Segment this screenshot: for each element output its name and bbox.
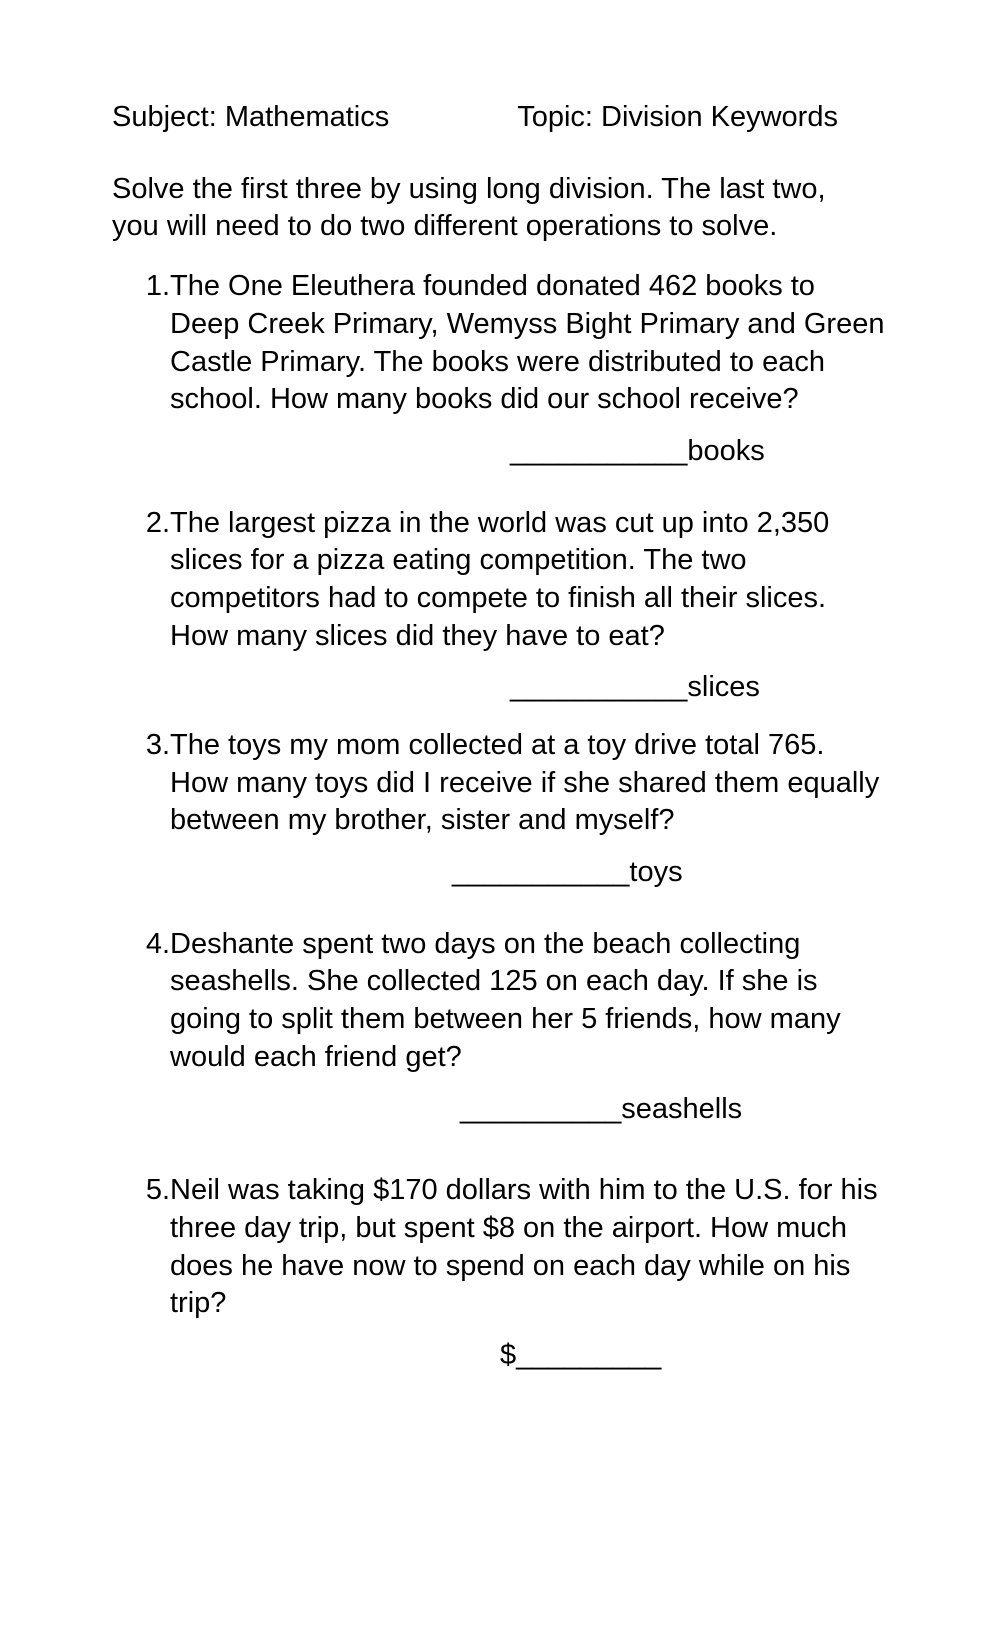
spacer: [112, 1128, 890, 1172]
answer-blank[interactable]: __________seashells: [460, 1092, 743, 1125]
question-number: 1.: [145, 270, 170, 303]
list-item: [112, 727, 890, 892]
question-text: The toys my mom collected at a toy drive total 765. How many toys did I receive if she shared them equally between my brother, sister and myself?: [170, 729, 880, 837]
list-item: [112, 505, 890, 707]
instructions-text: Solve the first three by using long division. The last two, you will need to do two different operations to solve.: [112, 172, 826, 243]
question-number: 2.: [145, 506, 170, 539]
question-text: Deshante spent two days on the beach collecting seashells. She collected 125 on each day. If she is going to split them between her 5 friends, how many would each friend get?: [170, 927, 841, 1073]
question-number: 3.: [145, 729, 170, 762]
answer-blank[interactable]: ___________slices: [510, 671, 760, 704]
question-list: [112, 268, 890, 1375]
spacer: [112, 707, 890, 727]
list-item: [112, 268, 890, 470]
spacer: [112, 471, 890, 505]
answer-blank[interactable]: ___________toys: [452, 856, 683, 889]
answer-blank[interactable]: ___________books: [510, 434, 765, 467]
question-text: Neil was taking $170 dollars with him to the U.S. for his three day trip, but spent $8 on the airport. How much does he have now to spend on each day while on his trip?: [170, 1174, 878, 1320]
spacer: [112, 892, 890, 926]
subject-label: Subject: Mathematics: [112, 101, 390, 133]
list-item: [112, 926, 890, 1128]
question-text: The largest pizza in the world was cut up into 2,350 slices for a pizza eating competition. The two competitors had to compete to finish all their slices. How many slices did they have to eat?: [170, 506, 830, 652]
answer-blank[interactable]: $_________: [500, 1338, 662, 1371]
question-number: 5.: [145, 1174, 170, 1207]
topic-label: Topic: Division Keywords: [517, 101, 838, 133]
question-text: The One Eleuthera founded donated 462 books to Deep Creek Primary, Wemyss Bight Primary and Green Castle Primary. The books were distributed to each school. How many books did our school receive?: [170, 270, 885, 416]
question-number: 4.: [145, 927, 170, 960]
worksheet-header: [112, 100, 890, 135]
list-item: [112, 1172, 890, 1374]
